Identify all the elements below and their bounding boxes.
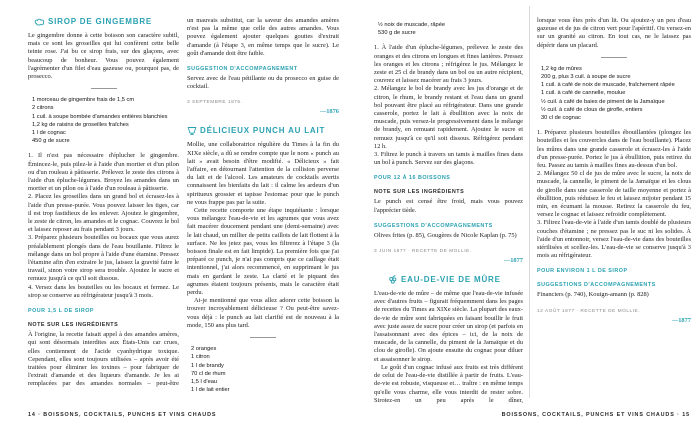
milk-punch-heading — [187, 126, 339, 135]
recipe-intro: L'eau-de-vie de mûre – de même que l'eau-de-vie infusée avec d'autres fruits – figurait fréquemment dans les pages de recettes du Times au XIXe siècle. La plupart des eaux-de-vie de mûre sont fabriquées en faisant bouillir le fruit avec juste assez de sucre pour créer un sirop (et parfois en l'assaisonnant avec des épices – ici, de la noix de muscade, de la cannelle, du piment de la Jamaïque et du clou de girofle). On ajoute ensuite du cognac pour diluer et assaisonner le sirop. — [374, 290, 523, 363]
step-paragraph: 2. Mélangez le bol de brandy avec les jus d'orange et de citron, le rhum, le brandy restant et l'eau dans un grand bol pouvant être placé au réfrigérateur. Dans une grande casserole, portez le lait à ébullition avec la noix de muscade, puis versez-le progressivement dans le mélange de brandy, en remuant rapidement. Ajoutez le sucre et remuez jusqu'à ce qu'il soit dissous. Réfrigérez pendant 12 h. — [374, 85, 523, 150]
recipe-title: EAU-DE-VIE DE MÛRE — [401, 275, 501, 285]
recipe-date: 3 JUIN 1877 · RECETTE DE MOLLIE. — [374, 249, 472, 255]
recipe-intro: Cette recette comporte une étape inquiétante : lorsque vous mélangez l'eau-de-vie et les agrumes que vous avez fait macérer doucement pendant une (demi-semaine) avec le lait chaud, un millier de petits caillots de lait flottent à la surface. Ne les jetez pas, vous les filtrerez à l'étape 3 (la boisson finale est en fait limpide). La première fois que j'ai préparé ce punch, je n'ai pas compris que ce caillage était intentionnel, j'ai alors recommencé, en supprimant le jus mais en gardant le zeste. La clarté et le piquant des agrumes étaient toujours présents, mais le caractère était perdu. — [187, 207, 339, 297]
ingredient-item: 1 l de brandy — [191, 362, 224, 369]
note-text-continued: un mauvais substitut, car la saveur des amandes amères n'est pas la même que celle des autres amandes. Vous pouvez également ajouter quelques gouttes d'extrait d'amande (à l'étape 3, en même temps que le sucre). Le goût d'amande doit être faible. — [187, 17, 339, 57]
ingredient-item: 1 cuil. à soupe bombée d'amandes entières blanchies — [32, 113, 168, 120]
punch-glass-icon — [187, 126, 197, 135]
left-page-column-2 — [187, 17, 339, 401]
ingredient-item: ½ noix de muscade, râpée — [378, 22, 446, 28]
ingredient-item: 1 cuil. à café de cannelle, moulue — [541, 90, 626, 97]
ingredient-item: 1 l de cognac — [32, 130, 66, 137]
ingredient-divider — [250, 337, 276, 338]
ingredient-list — [32, 96, 179, 145]
step-paragraph: 2. Mélangez 50 cl de jus de mûre avec le sucre, la noix de muscade, la cannelle, le piment de la Jamaïque et les clous de girofle dans une casserole de taille moyenne et portez à ébullition, puis réduisez le feu et laissez mijoter pendant 15 min, en écumant la mousse. Retirez la casserole du feu, versez le cognac et laissez refroidir complètement. — [537, 170, 691, 219]
recipe-date: 3 SEPTEMBRE 1876. — [187, 100, 243, 106]
step-paragraph: 1. À l'aide d'un épluche-légumes, prélevez le zeste des oranges et des citrons en longues et fines lanières. Pressez les oranges et les citrons ; réfrigérez le jus. Mélangez le zeste et 25 cl de brandy dans un bol ou un autre récipient, couvrez et laissez macérer au frais 3 jours. — [374, 44, 523, 85]
recipe-intro: Mollie, une collaboratrice régulière du Times à la fin du XIXe siècle, a dû se rendre compte que le nom « punch au lait » avait besoin d'être modifié. « Délicieux » fait l'affaire, en détournant l'attention de la collision perverse du lait et de l'alcool. Les amateurs de cocktails avertis connaissent les bienfaits du lait : il calme les ardeurs d'un spiritueux grossier et tapisse l'estomac pour que le punch ne vous frappe pas par la suite. — [187, 141, 339, 206]
recipe-intro: Le gingembre donne à cette boisson son caractère subtil, mais ce sont les groseilles qui lui confèrent cette belle teinte rose. J'ai bu ce sirop frais, sur des glaçons, avec beaucoup de bonheur. Vous pouvez également l'agrémenter d'un filet d'eau gazeuse ou, pourquoi pas, de prosecco. — [28, 32, 179, 81]
ingredient-item: ½ cuil. à café de clous de girofle, entiers — [541, 106, 643, 113]
suggestions-label: SUGGESTIONS D'ACCOMPAGNEMENTS — [537, 282, 656, 289]
page-footer-right: BOISSONS, COCKTAILS, PUNCHS ET VINS CHAUDS · 15 — [501, 412, 690, 418]
step-paragraph: 1. Il n'est pas nécessaire d'éplucher le gingembre. Émincez-le, puis pilez-le à l'aide d'un mortier et d'un pilon ou d'un rouleau à pâtisserie. Prélevez le zeste des citrons à l'aide d'un épluche-légumes. Broyez les amandes dans un mortier et un pilon ou à l'aide d'un rouleau à pâtisserie. — [28, 152, 179, 193]
right-page-column-2 — [537, 17, 691, 324]
note-label: NOTE SUR LES INGRÉDIENTS — [28, 322, 119, 329]
ingredient-item: 1 morceau de gingembre frais de 1,5 cm — [32, 97, 135, 104]
recipe-date: 12 AOÛT 1877 · RECETTE DE MOLLIE. — [537, 308, 641, 314]
ingredient-item: 2 citrons — [32, 105, 54, 112]
suggestions-text: Financiers (p. 740), Kouign-amann (p. 828) — [537, 291, 649, 299]
blackberry-icon — [388, 275, 398, 284]
yield-label: POUR 12 À 16 BOISSONS — [374, 175, 451, 182]
blackberry-brandy-heading — [388, 275, 523, 284]
recipe-year: —1877 — [503, 257, 523, 265]
recipe-year: —1876 — [319, 108, 339, 116]
yield-label: POUR ENVIRON 1 L DE SIROP — [537, 268, 628, 275]
ingredient-item: 1,5 l d'eau — [191, 378, 218, 385]
step-paragraph: 1. Préparez plusieurs bouteilles ébouillantées (plongez les bouteilles et les couvercles dans de l'eau bouillante). Placez les mûres dans une grande casserole et écrasez-les à l'aide d'un presse-purée. Portez le jus à ébullition, puis retirez du feu. Passez au tamis à mailles fines au-dessus d'un bol. — [537, 129, 691, 170]
recipe-title: DÉLICIEUX PUNCH AU LAIT — [200, 126, 326, 136]
ingredient-item: 1,2 kg de raisins de groseilles fraîches — [32, 121, 129, 128]
recipe-intro: Le goût d'un cognac infusé aux fruits est très différent de celui de l'eau-de-vie distillée à partir de fruits. L'eau-de-vie est robuste, visqueuse et… traître : en même temps qu'elle vous charme, elle vous interdit de rester sobre. Sirotez-en un peu après le dîner, — [374, 363, 523, 404]
page-footer-left: 14 · BOISSONS, COCKTAILS, PUNCHS ET VINS CHAUDS — [28, 412, 217, 418]
ingredient-divider — [91, 88, 117, 89]
ginger-root-icon — [34, 18, 45, 26]
recipe-year: —1877 — [671, 316, 691, 324]
ingredient-item: 1 cuil. à café de noix de muscade, fraîchement râpée — [541, 82, 675, 89]
suggestions-label: SUGGESTIONS D'ACCOMPAGNEMENTS — [374, 222, 493, 229]
suggestion-label: SUGGESTION D'ACCOMPAGNEMENT — [187, 66, 298, 73]
ingredient-item: 530 g de sucre — [378, 30, 416, 37]
recipe-intro-continued: lorsque vous êtes près d'un lit. Ou ajoutez-y un peu d'eau gazeuse et de jus de citron vert pour l'apéritif. Ou versez-en sur un granité au citron. En tout cas, ne le laissez pas dépérir dans un placard. — [537, 17, 691, 49]
ingredient-item: 1 citron — [191, 354, 210, 361]
recipe-title: SIROP DE GINGEMBRE — [48, 17, 153, 26]
right-page-column-1 — [374, 17, 523, 405]
ingredient-item: 70 cl de rhum — [191, 370, 226, 377]
step-paragraph: 3. Préparez plusieurs bouteilles ou bocaux que vous aurez préalablement plongés dans de l'eau bouillante. Filtrez le mélange dans un bol propre à l'aide d'une étamine. Pressez l'étamine afin d'en extraire le jus, laissez la gravité faire le travail, sinon votre sirop sera trouble. Ajoutez le sucre et remuez jusqu'à ce qu'il soit dissous. — [28, 234, 179, 283]
yield-label: POUR 1,5 L DE SIROP — [28, 308, 95, 315]
ingredient-item: 1,2 kg de mûres — [541, 65, 582, 72]
ingredient-divider — [601, 57, 627, 58]
step-paragraph: 4. Versez dans les bouteilles ou les bocaux et fermez. Le sirop se conserve au réfrigérateur jusqu'à 3 mois. — [28, 283, 179, 299]
note-label: NOTE SUR LES INGRÉDIENTS — [374, 189, 465, 196]
step-paragraph: 2. Placez les groseilles dans un grand bol et écrasez-les à l'aide d'un presse-purée. Vous pouvez laisser les tiges, car il est trop fastidieux de les enlever. Ajoutez le gingembre, le zeste de citron, les amandes et le cognac. Couvrez le bol et laissez reposer au frais pendant 3 jours. — [28, 193, 179, 234]
ingredient-list — [541, 65, 691, 122]
left-page-column-1 — [28, 17, 179, 389]
ingredient-item: ½ cuil. à café de baies de piment de la Jamaïque — [541, 98, 665, 105]
column-rule — [529, 6, 530, 398]
recipe-intro: Ai-je mentionné que vous allez adorer cette boisson la trouver incroyablement délicieuse ? Ou peut-être savez-vous déjà : le punch au lait clarifié est de nouveau à la mode, 150 ans plus tard. — [187, 297, 339, 329]
ginger-syrup-heading — [34, 17, 179, 26]
ingredient-item: 1 l de lait entier — [191, 387, 230, 394]
ingredient-list-continued — [378, 21, 523, 37]
suggestion-text: Servez avec de l'eau pétillante ou du prosecco en guise de cocktail. — [187, 75, 339, 91]
step-paragraph: 3. Filtrez le punch à travers un tamis à mailles fines dans un bol à punch. Servez sur des glaçons. — [374, 151, 523, 167]
suggestions-text: Olives frites (p. 85), Gougères de Nicole Kaplan (p. 75) — [374, 231, 517, 239]
ingredient-list — [191, 345, 339, 394]
ingredient-item: 200 g, plus 3 cuil. à soupe de sucre — [541, 74, 631, 81]
note-text: À l'origine, la recette faisait appel à des amandes amères, qui sont désormais interdites aux États-Unis car crues, elles contiennent de l'acide cyanhydrique toxique. Cependant, elles sont toujours utilisées – après avoir été traitées pour éliminer les toxines – pour fabriquer de l'extrait d'amande et des liqueurs d'amande. Je les ai remplacées par des amandes normales – peut-être — [28, 331, 179, 388]
step-paragraph: 3. Filtrez l'eau-de-vie à l'aide d'un tamis doublé de plusieurs couches d'étamine ; ne pressez pas le suc ni les solides. À l'aide d'un entonnoir, versez l'eau-de-vie dans des bouteilles stérilisées et scellez-les. L'eau-de-vie se conserve jusqu'à 3 mois au réfrigérateur. — [537, 219, 691, 260]
ingredient-item: 450 g de sucre — [32, 138, 70, 145]
ingredient-item: 2 oranges — [191, 346, 217, 353]
ingredient-item: 30 cl de cognac — [541, 115, 581, 122]
note-text: Le punch est censé être froid, mais vous pouvez l'apprécier tiède. — [374, 198, 523, 214]
